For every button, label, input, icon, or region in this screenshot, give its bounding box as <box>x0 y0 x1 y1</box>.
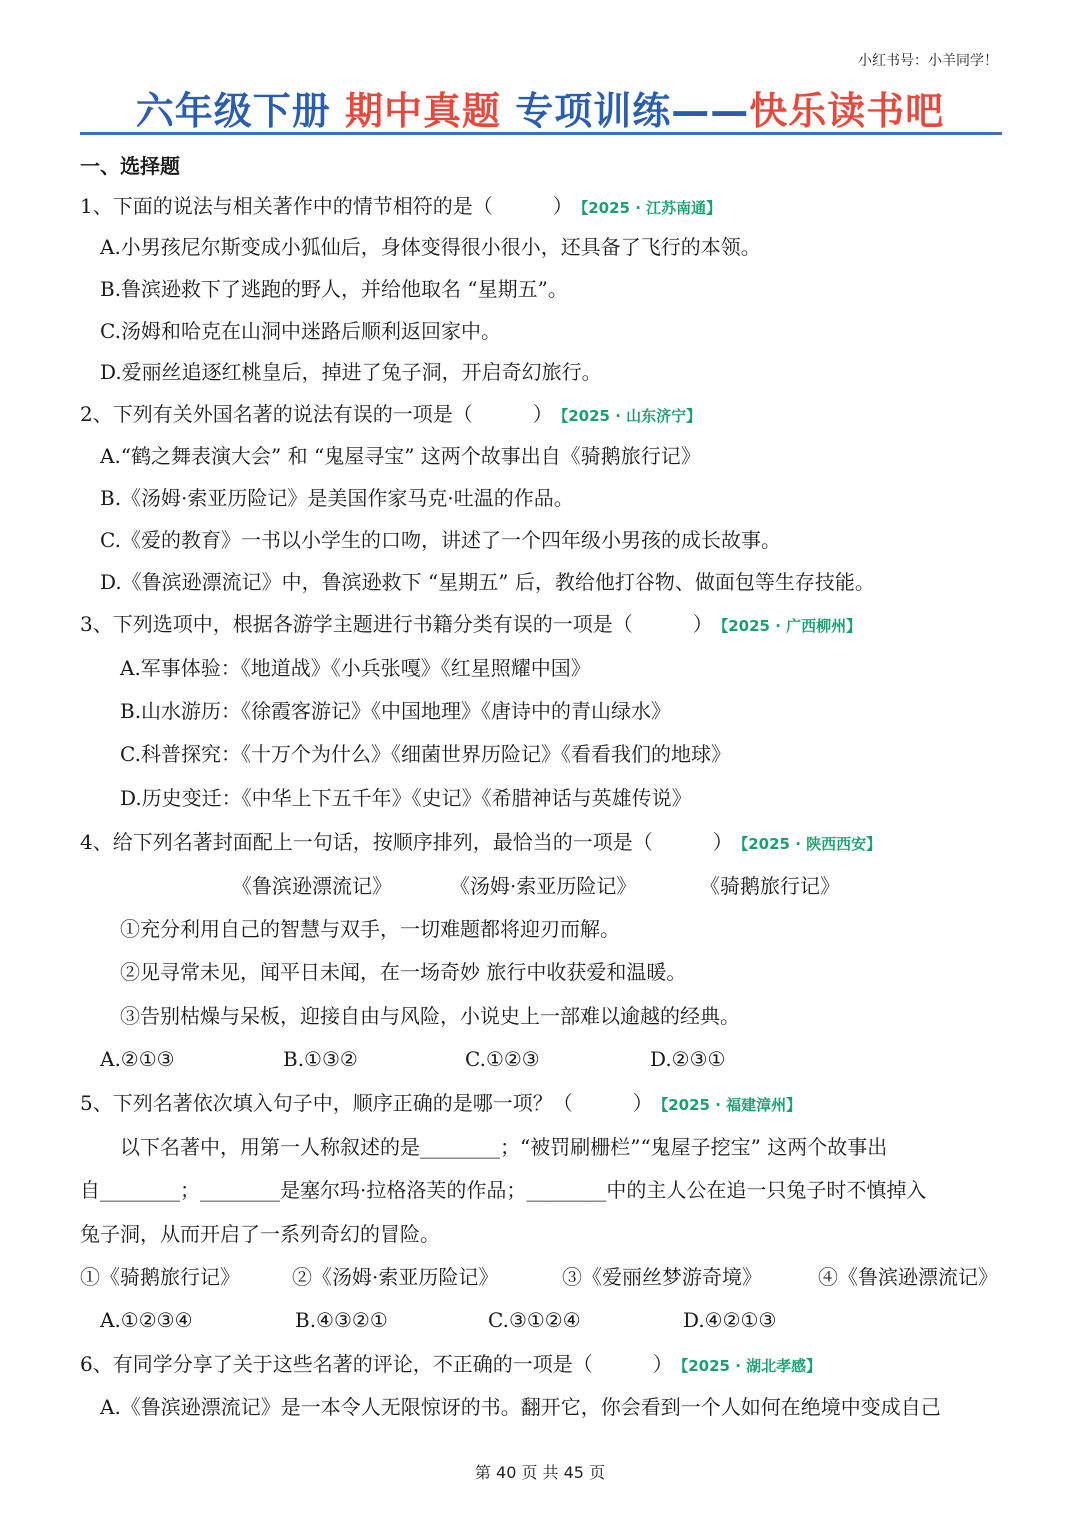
question-4 <box>80 828 881 858</box>
page-title <box>0 80 1080 135</box>
question-5 <box>80 1089 801 1119</box>
question-2-stem: 2、下列有关外国名著的说法有误的一项是（ ） <box>80 402 553 426</box>
q1-option-c: C.汤姆和哈克在山洞中迷路后顺利返回家中。 <box>100 319 501 343</box>
q5-book-3: ③《爱丽丝梦游奇境》 <box>562 1265 762 1289</box>
q3-option-d: D.历史变迁：《中华上下五千年》《史记》《希腊神话与英雄传说》 <box>120 786 692 810</box>
q4-option-a: A.②①③ <box>100 1047 175 1071</box>
question-5-stem: 5、下列名著依次填入句子中，顺序正确的是哪一项？（ ） <box>80 1091 653 1115</box>
question-3 <box>80 610 861 640</box>
q4-book-1: 《鲁滨逊漂流记》 <box>232 874 392 898</box>
q4-sentence-3: ③告别枯燥与呆板，迎接自由与风险，小说史上一部难以逾越的经典。 <box>120 1004 740 1028</box>
title-grade: 六年级下册 <box>135 89 331 133</box>
q6-option-a: A.《鲁滨逊漂流记》是一本令人无限惊讶的书。翻开它，你会看到一个人如何在绝境中变成自己 <box>100 1395 941 1419</box>
q4-book-2: 《汤姆·索亚历险记》 <box>450 874 637 898</box>
title-divider <box>80 132 1002 135</box>
q5-book-4: ④《鲁滨逊漂流记》 <box>818 1265 998 1289</box>
q4-option-b: B.①③② <box>283 1047 358 1071</box>
section-heading: 一、选择题 <box>80 154 180 178</box>
title-midterm: 期中真题 <box>344 89 501 133</box>
q4-book-3: 《骑鹅旅行记》 <box>700 874 840 898</box>
question-2-source: 【2025 · 山东济宁】 <box>560 407 702 425</box>
page-number: 第 40 页 共 45 页 <box>474 1463 606 1482</box>
q5-paragraph-line-3: 兔子洞，从而开启了一系列奇幻的冒险。 <box>80 1222 440 1246</box>
title-reading: 快乐读书吧 <box>749 89 945 133</box>
q2-option-a: A.“鹤之舞表演大会” 和 “鬼屋寻宝” 这两个故事出自《骑鹅旅行记》 <box>100 444 701 468</box>
question-1-source: 【2025 · 江苏南通】 <box>580 199 722 217</box>
xiaohongshu-id: 小红书号：小羊同学！ <box>858 53 998 69</box>
title-training: 专项训练—— <box>515 89 750 133</box>
question-3-stem: 3、下列选项中，根据各游学主题进行书籍分类有误的一项是（ ） <box>80 612 713 636</box>
question-6-stem: 6、有同学分享了关于这些名著的评论，不正确的一项是（ ） <box>80 1352 673 1376</box>
question-3-source: 【2025 · 广西柳州】 <box>720 617 862 635</box>
q5-option-d: D.④②①③ <box>683 1308 777 1332</box>
question-6 <box>80 1350 821 1380</box>
question-2 <box>80 400 701 430</box>
q5-book-1: ①《骑鹅旅行记》 <box>80 1265 240 1289</box>
question-6-source: 【2025 · 湖北孝感】 <box>680 1357 822 1375</box>
q5-option-a: A.①②③④ <box>100 1308 193 1332</box>
q5-book-2: ②《汤姆·索亚历险记》 <box>292 1265 499 1289</box>
q2-option-b: B.《汤姆·索亚历险记》是美国作家马克·吐温的作品。 <box>100 486 574 510</box>
q1-option-b: B.鲁滨逊救下了逃跑的野人，并给他取名 “星期五”。 <box>100 277 568 301</box>
q4-sentence-2: ②见寻常未见，闻平日未闻，在一场奇妙 旅行中收获爱和温暖。 <box>120 960 687 984</box>
q3-option-c: C.科普探究：《十万个为什么》《细菌世界历险记》《看看我们的地球》 <box>120 742 731 766</box>
q3-option-b: B.山水游历：《徐霞客游记》《中国地理》《唐诗中的青山绿水》 <box>120 699 672 723</box>
q4-sentence-1: ①充分利用自己的智慧与双手，一切难题都将迎刃而解。 <box>120 917 620 941</box>
question-4-stem: 4、给下列名著封面配上一句话，按顺序排列，最恰当的一项是（ ） <box>80 830 733 854</box>
question-5-source: 【2025 · 福建漳州】 <box>660 1096 802 1114</box>
q1-option-a: A.小男孩尼尔斯变成小狐仙后，身体变得很小很小，还具备了飞行的本领。 <box>100 235 761 259</box>
q5-paragraph-line-1: 以下名著中，用第一人称叙述的是________；“被罚刷栅栏”“鬼屋子挖宝” 这两个故事出 <box>120 1135 888 1159</box>
q5-option-b: B.④③②① <box>295 1308 388 1332</box>
q2-option-c: C.《爱的教育》一书以小学生的口吻，讲述了一个四年级小男孩的成长故事。 <box>100 528 781 552</box>
q5-option-c: C.③①②④ <box>488 1308 581 1332</box>
q4-option-d: D.②③① <box>650 1047 726 1071</box>
question-4-source: 【2025 · 陕西西安】 <box>740 835 882 853</box>
q1-option-d: D.爱丽丝追逐红桃皇后，掉进了兔子洞，开启奇幻旅行。 <box>100 360 602 384</box>
q2-option-d: D.《鲁滨逊漂流记》中，鲁滨逊救下 “星期五” 后，教给他打谷物、做面包等生存技能。 <box>100 570 875 594</box>
q3-option-a: A.军事体验：《地道战》《小兵张嘎》《红星照耀中国》 <box>120 656 591 680</box>
q5-paragraph-line-2: 自________；________是塞尔玛·拉格洛芙的作品；________中的主人公在追一只兔子时不慎掉入 <box>80 1178 927 1202</box>
question-1 <box>80 192 721 222</box>
question-1-stem: 1、下面的说法与相关著作中的情节相符的是（ ） <box>80 194 573 218</box>
q4-option-c: C.①②③ <box>465 1047 540 1071</box>
